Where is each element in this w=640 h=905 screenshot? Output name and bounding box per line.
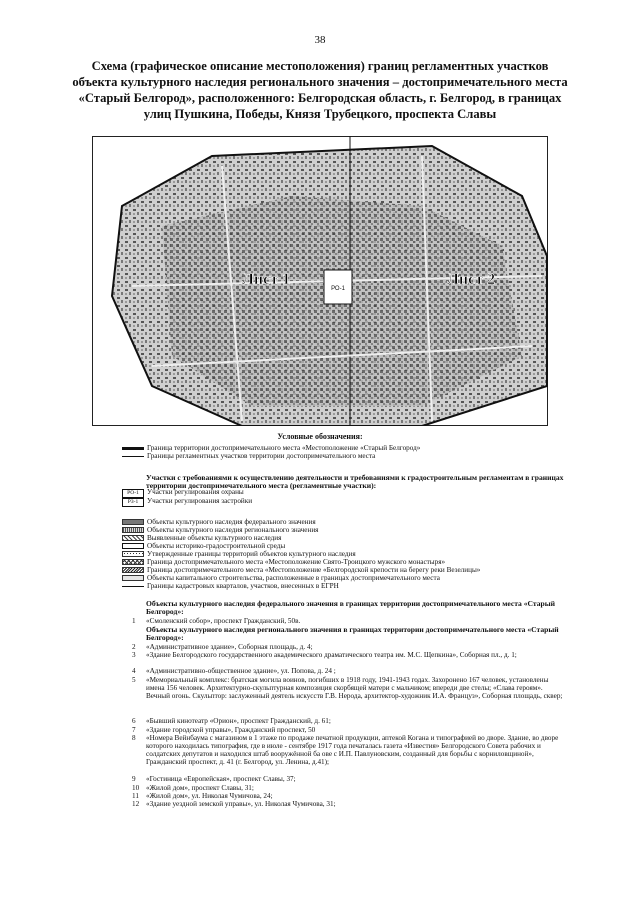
swatch-fortress: [122, 567, 144, 573]
regulations-heading: Участки с требованиями к осуществлению деятельности и требованиями к градостроительным регламентам в границах территории достопримечательного места (регламентные участки):: [146, 473, 564, 490]
object-number: 9: [132, 775, 136, 783]
swatch-cadastral: [122, 586, 144, 587]
swatch-identified: [122, 535, 144, 541]
legend-object-approved-borders: [122, 550, 356, 558]
object-number: 4: [132, 667, 136, 675]
legend-label: Границы регламентных участков территории достопримечательного места: [147, 452, 376, 460]
object-number: 7: [132, 726, 136, 734]
legend-label: Граница достопримечательного места «Местоположение «Белгородской крепости на берегу реки Везелицы»: [147, 566, 481, 574]
legend-object-monastery: [122, 558, 445, 566]
object-text: «Административное здание», Соборная площадь, д. 4;: [146, 643, 313, 651]
object-text: «Здание городской управы», Гражданский проспект, 50: [146, 726, 316, 734]
sheet-1-label: Лист 1: [242, 271, 291, 288]
legend-object-federal: [122, 518, 316, 526]
object-number: 5: [132, 676, 136, 684]
zone-code-box: РО-1: [122, 489, 144, 498]
legend-label: Участки регулирования охраны: [147, 488, 244, 496]
legend-label: Выявленные объекты культурного наследия: [147, 534, 282, 542]
swatch-historic: [122, 543, 144, 549]
zone-code-box: РЗ-1: [122, 498, 144, 507]
object-number: 11: [132, 792, 139, 800]
object-text: «Гостиница «Европейская», проспект Славы, 37;: [146, 775, 296, 783]
object-text: «Жилой дом», ул. Николая Чумичова, 24;: [146, 792, 273, 800]
swatch-approved: [122, 551, 144, 557]
object-number: 12: [132, 800, 140, 808]
legend-label: Граница территории достопримечательного места «Местоположение «Старый Белгород»: [147, 444, 421, 452]
object-number: 6: [132, 717, 136, 725]
federal-objects-heading: Объекты культурного наследия федерального значения в границах территории достопримечательного места «Старый Белгород»:: [146, 599, 556, 616]
legend-label: Объекты культурного наследия регионального значения: [147, 526, 319, 534]
object-number: 2: [132, 643, 136, 651]
swatch-regional: [122, 527, 144, 533]
document-title: Схема (графическое описание местоположения) границ регламентных участков объекта культурного наследия регионального значения – достопримечательного места «Старый Белгород», расположенного: Белгородская область, г. Белгород, в границах улиц Пушкина, Победы, Князя Трубецкого, проспекта Славы: [72, 59, 568, 121]
legend-label: Утвержденные границы территорий объектов культурного наследия: [147, 550, 356, 558]
swatch-capital: [122, 575, 144, 581]
sheet-2-label: Лист 2: [447, 271, 496, 288]
object-text: «Жилой дом», проспект Славы, 31;: [146, 784, 254, 792]
legend-label: Объекты культурного наследия федерального значения: [147, 518, 316, 526]
object-number: 1: [132, 617, 136, 625]
legend-object-identified: [122, 534, 281, 542]
object-text: «Смоленский собор», проспект Гражданский, 50в.: [146, 617, 301, 625]
legend-object-capital: [122, 574, 440, 582]
object-text: «Административно-общественное здание», ул. Попова, д. 24 ;: [146, 667, 336, 675]
object-text: «Здание Белгородского государственного академического драматического театра им. М.С. Щепкина», Соборная пл., д. 1;: [146, 651, 517, 659]
object-text: «Бывший кинотеатр «Орион», проспект Гражданский, д. 61;: [146, 717, 331, 725]
thin-line-swatch: [122, 456, 144, 457]
page-number: 38: [314, 34, 326, 46]
zone-marker-label: РО-1: [331, 286, 345, 292]
legend-boundary-regulation: [122, 452, 375, 460]
regional-objects-heading: Объекты культурного наследия регионального значения в границах территории достопримечательного места «Старый Белгород»:: [146, 625, 559, 642]
legend-object-regional: [122, 526, 318, 534]
legend-label: Граница достопримечательного места «Местоположение Свято-Троицкого мужского монастыря»: [147, 558, 446, 566]
swatch-federal: [122, 519, 144, 525]
object-text: «Номера Вейнбаума с магазином в 1 этаже по продаже печатной продукции, аптекой Когана и типографией во дворе. Здание, во дворе которого находилась типография, где в июле - сентябре 1917 года печаталась газета «Известия» Белгородского Совета рабочих и солдатских депутатов и находился штаб вооружённой ба ове с И.П. Павлуновским, созданный для борьбы с корниловщиной», Гражданский проспект, д. 41 (г. Белгород, ул. Ленина, д.41);: [146, 734, 559, 766]
thick-line-swatch: [122, 447, 144, 450]
site-map: [92, 136, 548, 426]
legend-label: Объекты историко-градостроительной среды: [147, 542, 286, 550]
legend-label: Границы кадастровых кварталов, участков, внесенных в ЕГРН: [147, 582, 339, 590]
legend-object-historic-env: [122, 542, 285, 550]
object-text: «Мемориальный комплекс: братская могила воинов, погибших в 1918 году, 1941-1943 годах. Захоронено 167 человек, установлены имена 156 человек. Архитектурно-скульптурная композиция скорбящей матери с мальчиком; впереди две стелы; «Слава героям». Вечный огонь. Скульптор: заслуженный деятель искусств Г.В. Нерода, архитектор-художник И.А. Француз», Соборная площадь, сквер;: [146, 676, 563, 700]
legend-boundary-territory: [122, 444, 420, 452]
swatch-monastery: [122, 559, 144, 565]
object-number: 10: [132, 784, 140, 792]
object-number: 8: [132, 734, 136, 742]
legend-label: Участки регулирования застройки: [147, 497, 253, 505]
legend-title: Условные обозначения:: [277, 432, 363, 441]
legend-label: Объекты капитального строительства, расположенные в границах достопримечательного места: [147, 574, 440, 582]
object-number: 3: [132, 651, 136, 659]
object-text: «Здание уездной земской управы», ул. Николая Чумичова, 31;: [146, 800, 336, 808]
legend-object-cadastral: [122, 582, 339, 590]
legend-object-fortress: [122, 566, 480, 574]
legend-regulation-rz: [122, 497, 252, 507]
